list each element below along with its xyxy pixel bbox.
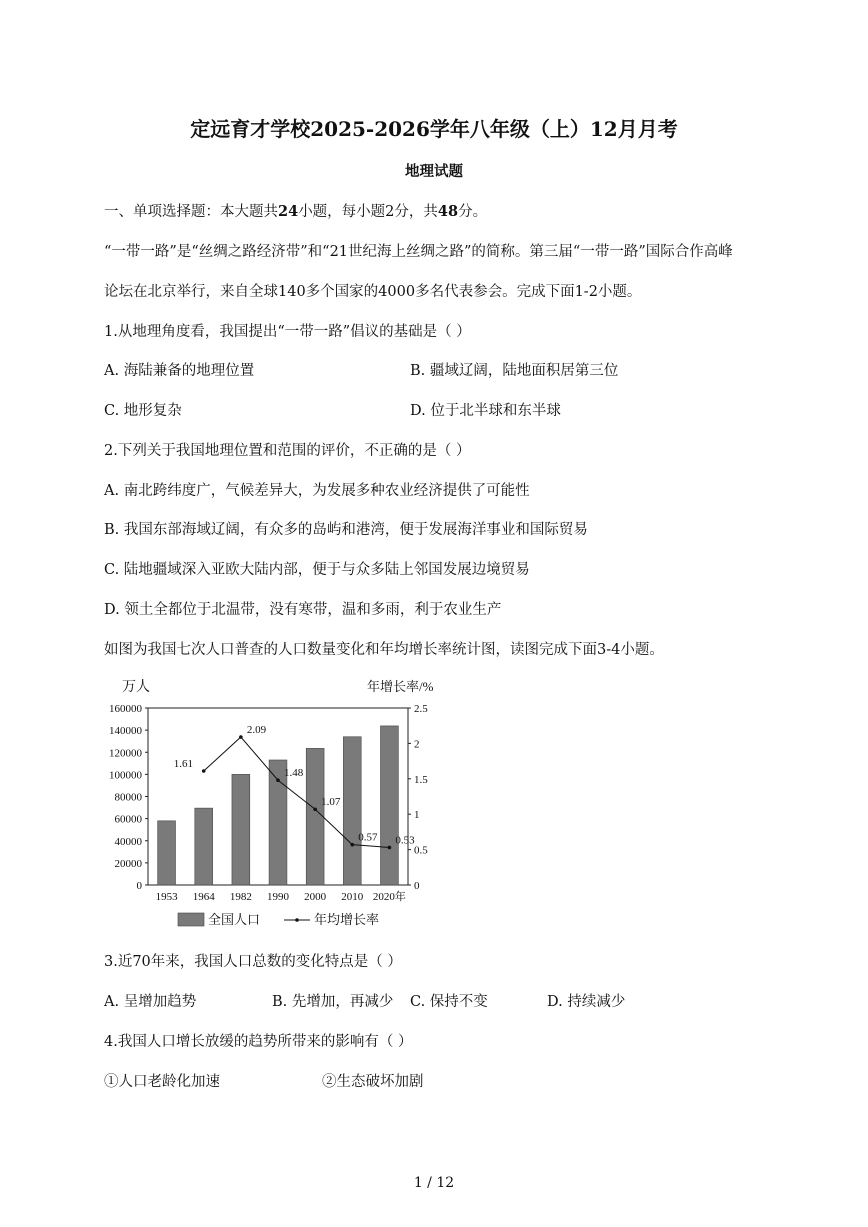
passage-1-line-1: “一带一路”是“丝绸之路经济带”和“21世纪海上丝绸之路”的简称。第三届“一带一路”国际合作高峰: [104, 244, 733, 260]
legend-line-dot: [295, 918, 299, 922]
q1-stem: 1.从地理角度看，我国提出“一带一路”倡议的基础是（ ）: [104, 324, 471, 340]
right-tick-label: 1.5: [414, 773, 428, 786]
growth-rate-label: 1.48: [284, 767, 304, 780]
q4-option-1: ①人口老龄化加速: [104, 1074, 220, 1090]
left-tick-label: 140000: [109, 725, 142, 738]
q4-stem: 4.我国人口增长放缓的趋势所带来的影响有（ ）: [104, 1034, 413, 1050]
x-tick-label: 1990: [267, 891, 289, 903]
x-tick-label: 1982: [229, 891, 252, 903]
right-tick-label: 0.5: [414, 844, 428, 857]
q2-stem: 2.下列关于我国地理位置和范围的评价，不正确的是（ ）: [104, 443, 471, 459]
left-tick-label: 80000: [114, 791, 142, 804]
legend-bar-swatch: [178, 913, 204, 926]
population-bar: [381, 726, 399, 885]
q2-option-c: C. 陆地疆域深入亚欧大陆内部，便于与众多陆上邻国发展边境贸易: [104, 562, 530, 578]
x-tick-label: 2000: [304, 891, 327, 903]
x-tick-label: 1964: [192, 891, 215, 903]
left-tick-label: 40000: [114, 835, 142, 848]
q1-option-d: D. 位于北半球和东半球: [410, 403, 561, 419]
growth-rate-point: [239, 735, 243, 739]
passage-1-line-2: 论坛在北京举行，来自全球140多个国家的4000多名代表参会。完成下面1-2小题。: [104, 284, 642, 300]
right-axis-label: 年增长率/%: [367, 679, 434, 694]
population-bar: [232, 774, 250, 885]
growth-rate-label: 0.53: [395, 834, 415, 847]
left-tick-label: 20000: [114, 857, 142, 870]
x-tick-label: 2020年: [372, 891, 406, 903]
x-tick-label: 1953: [155, 891, 178, 903]
q3-option-c: C. 保持不变: [410, 994, 488, 1010]
legend-bar-label: 全国人口: [208, 912, 261, 927]
growth-rate-point: [388, 846, 392, 850]
left-tick-label: 100000: [109, 769, 142, 782]
right-tick-label: 2.5: [414, 703, 428, 715]
growth-rate-label: 1.61: [173, 758, 193, 771]
population-chart: [100, 672, 450, 934]
x-tick-label: 2010: [341, 891, 364, 903]
growth-rate-point: [350, 843, 354, 847]
q1-option-b: B. 疆域辽阔，陆地面积居第三位: [410, 363, 619, 379]
q4-option-2: ②生态破坏加剧: [322, 1074, 424, 1090]
q2-option-a: A. 南北跨纬度广，气候差异大，为发展多种农业经济提供了可能性: [104, 483, 530, 499]
section-heading: 一、单项选择题：本大题共24小题，每小题2分，共48分。: [104, 203, 488, 220]
left-tick-label: 120000: [109, 747, 142, 760]
q2-option-b: B. 我国东部海域辽阔，有众多的岛屿和港湾，便于发展海洋事业和国际贸易: [104, 522, 588, 538]
growth-rate-label: 0.57: [358, 831, 378, 844]
q1-option-c: C. 地形复杂: [104, 403, 182, 419]
right-tick-label: 1: [414, 809, 420, 822]
left-tick-label: 0: [136, 880, 142, 892]
left-tick-label: 60000: [114, 813, 142, 826]
q3-option-a: A. 呈增加趋势: [104, 994, 197, 1010]
population-bar: [343, 737, 361, 885]
legend-line-label: 年均增长率: [314, 912, 380, 927]
growth-rate-point: [202, 769, 206, 773]
growth-rate-point: [276, 778, 280, 782]
q1-option-a: A. 海陆兼备的地理位置: [104, 363, 255, 379]
growth-rate-label: 1.07: [321, 796, 341, 809]
population-bar: [195, 808, 213, 885]
population-bar: [158, 821, 176, 885]
exam-title: 定远育才学校2025-2026学年八年级（上）12月月考: [190, 117, 678, 141]
growth-rate-point: [313, 807, 317, 811]
q2-option-d: D. 领土全都位于北温带，没有寒带，温和多雨，利于农业生产: [104, 602, 502, 618]
q3-stem: 3.近70年来，我国人口总数的变化特点是（ ）: [104, 954, 402, 970]
page-number: 1 / 12: [413, 1175, 455, 1191]
left-axis-label: 万人: [122, 680, 150, 695]
q3-option-d: D. 持续减少: [547, 994, 626, 1010]
growth-rate-label: 2.09: [246, 724, 267, 737]
q3-option-b: B. 先增加，再减少: [272, 994, 394, 1010]
population-bar: [306, 748, 324, 885]
passage-2: 如图为我国七次人口普查的人口数量变化和年均增长率统计图，读图完成下面3-4小题。: [104, 642, 664, 658]
right-tick-label: 2: [414, 738, 420, 751]
left-tick-label: 160000: [109, 703, 142, 715]
right-tick-label: 0: [414, 880, 420, 892]
exam-subtitle: 地理试题: [405, 163, 463, 180]
